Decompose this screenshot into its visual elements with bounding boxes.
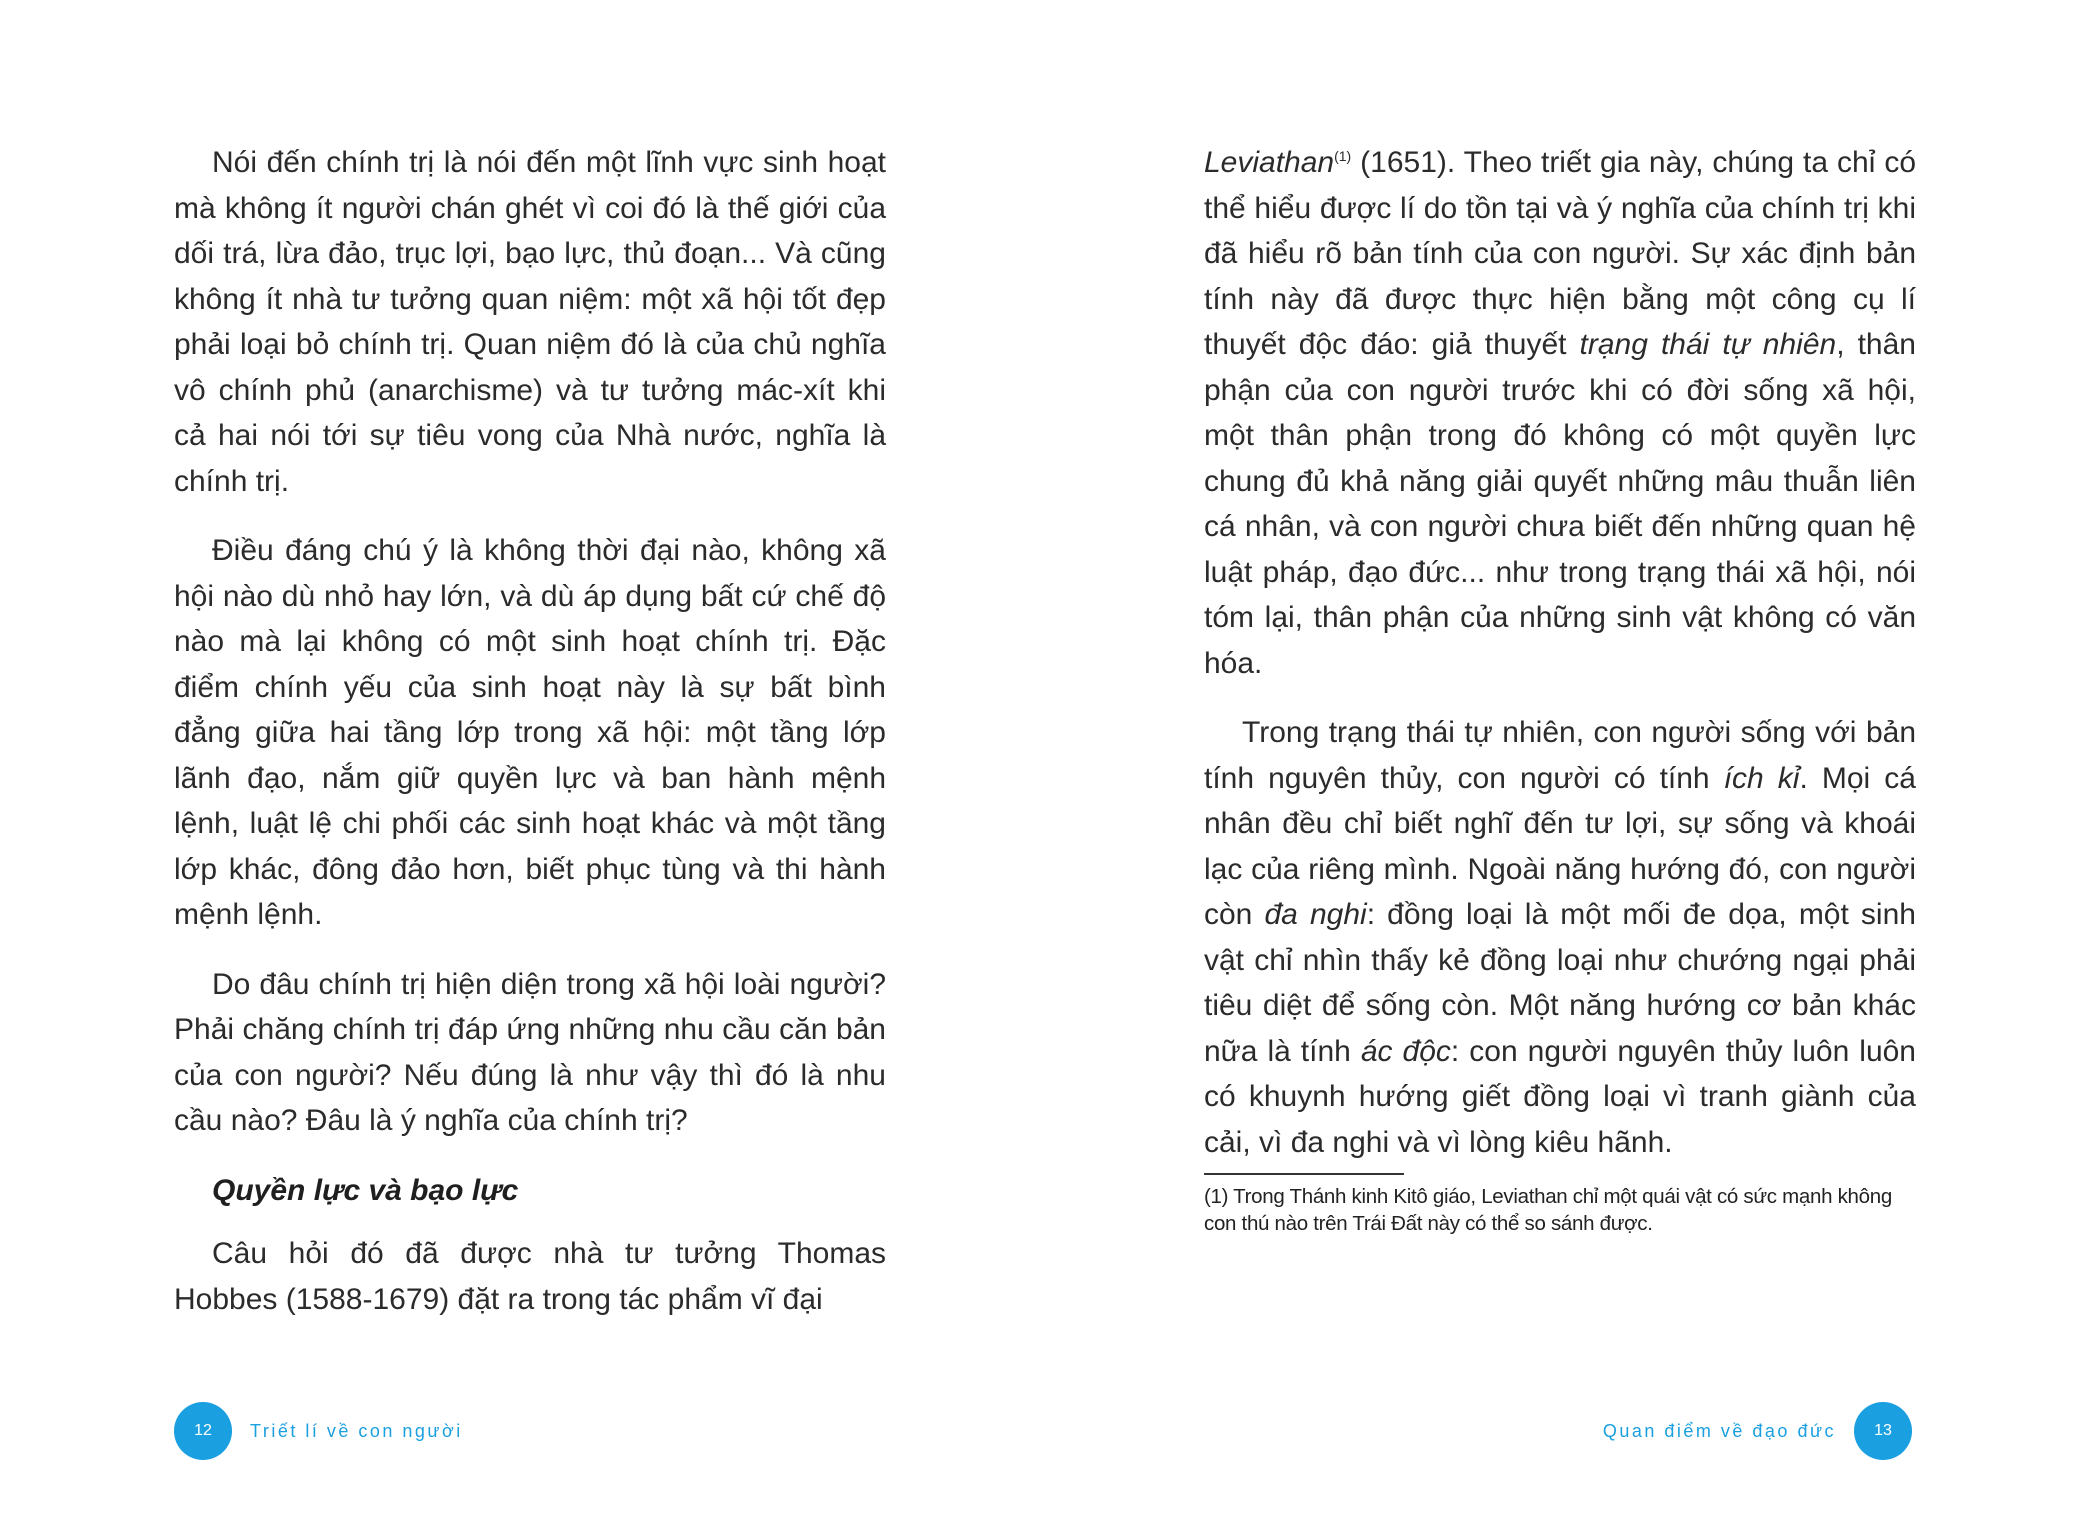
paragraph: Nói đến chính trị là nói đến một lĩnh vực sinh hoạt mà không ít người chán ghét vì coi đó là thế giới của dối trá, lừa đảo, trục lợi, bạo lực, thủ đoạn... Và cũng không ít nhà tư tưởng quan niệm: một xã hội tốt đẹp phải loại bỏ chính trị. Quan niệm đó là của chủ nghĩa vô chính phủ (anarchisme) và tư tưởng mác-xít khi cả hai nói tới sự tiêu vong của Nhà nước, nghĩa là chính trị. (174, 146, 886, 498)
text-run: , thân phận của con người trước khi có đời sống xã hội, một thân phận trong đó không có một quyền lực chung đủ khả năng giải quyết những mâu thuẫn liên cá nhân, và con người chưa biết đến những quan hệ luật pháp, đạo đức... như trong trạng thái xã hội, nói tóm lại, thân phận của những sinh vật không có văn hóa. (1204, 328, 1916, 680)
running-head: Quan điểm về đạo đức (1602, 1420, 1836, 1441)
paragraph (1204, 140, 1916, 686)
italic-term: ích kỉ (1723, 761, 1800, 795)
paragraph: Điều đáng chú ý là không thời đại nào, không xã hội nào dù nhỏ hay lớn, và dù áp dụng bất cứ chế độ nào mà lại không có một sinh hoạt chính trị. Đặc điểm chính yếu của sinh hoạt này là sự bất bình đẳng giữa hai tầng lớp trong xã hội: một tầng lớp lãnh đạo, nắm giữ quyền lực và ban hành mệnh lệnh, luật lệ chi phối các sinh hoạt khác và một tầng lớp khác, đông đảo hơn, biết phục tùng và thi hành mệnh lệnh. (174, 534, 886, 931)
italic-term: ác độc (1360, 1034, 1451, 1068)
paragraph: Do đâu chính trị hiện diện trong xã hội loài người? Phải chăng chính trị đáp ứng những nhu cầu căn bản của con người? Nếu đúng là như vậy thì đó là nhu cầu nào? Đâu là ý nghĩa của chính trị? (174, 967, 886, 1137)
left-footer (174, 1402, 463, 1460)
text-run: . Mọi cá nhân đều chỉ biết nghĩ đến tư lợi, sự sống và khoái lạc của riêng mình. Ngoài năng hướng đó, con người còn (1204, 761, 1916, 931)
left-page (0, 0, 1039, 1528)
page-number-badge: 12 (174, 1402, 232, 1460)
right-text-column (1204, 140, 1916, 1237)
book-title: Leviathan (1204, 146, 1335, 179)
page-number-badge: 13 (1854, 1402, 1912, 1460)
paragraph: Câu hỏi đó đã được nhà tư tưởng Thomas Hobbes (1588-1679) đặt ra trong tác phẩm vĩ đại (174, 1237, 886, 1316)
section-heading: Quyền lực và bạo lực (212, 1173, 519, 1207)
text-run: : con người nguyên thủy luôn luôn có khuynh hướng giết đồng loại vì tranh giành của cải, vì đa nghi và vì lòng kiêu hãnh. (1204, 1034, 1916, 1159)
right-footer (1603, 1402, 1912, 1460)
footnote-divider (1204, 1173, 1404, 1175)
text-run: (1651). Theo triết gia này, chúng ta chỉ có thể hiểu được lí do tồn tại và ý nghĩa của chính trị khi đã hiểu rõ bản tính của con người. Sự xác định bản tính này đã được thực hiện bằng một công cụ lí thuyết độc đáo: giả thuyết (1204, 146, 1916, 361)
text-run: Trong trạng thái tự nhiên, con người sống với bản tính nguyên thủy, con người có tính (1204, 716, 1916, 795)
right-page (1039, 0, 2079, 1528)
running-head: Triết lí về con người (250, 1420, 463, 1441)
footnote: (1) Trong Thánh kinh Kitô giáo, Leviathan chỉ một quái vật có sức mạnh không con thú nào trên Trái Đất này có thể so sánh được. (1204, 1185, 1892, 1235)
text-run: : đồng loại là một mối đe dọa, một sinh vật chỉ nhìn thấy kẻ đồng loại như chướng ngại phải tiêu diệt để sống còn. Một năng hướng cơ bản khác nữa là tính (1204, 898, 1916, 1068)
paragraph (1204, 710, 1916, 1165)
italic-term: trạng thái tự nhiên (1579, 328, 1837, 361)
footnote-ref: (1) (1334, 148, 1352, 164)
italic-term: đa nghi (1264, 898, 1367, 931)
left-text-column (174, 140, 886, 1322)
